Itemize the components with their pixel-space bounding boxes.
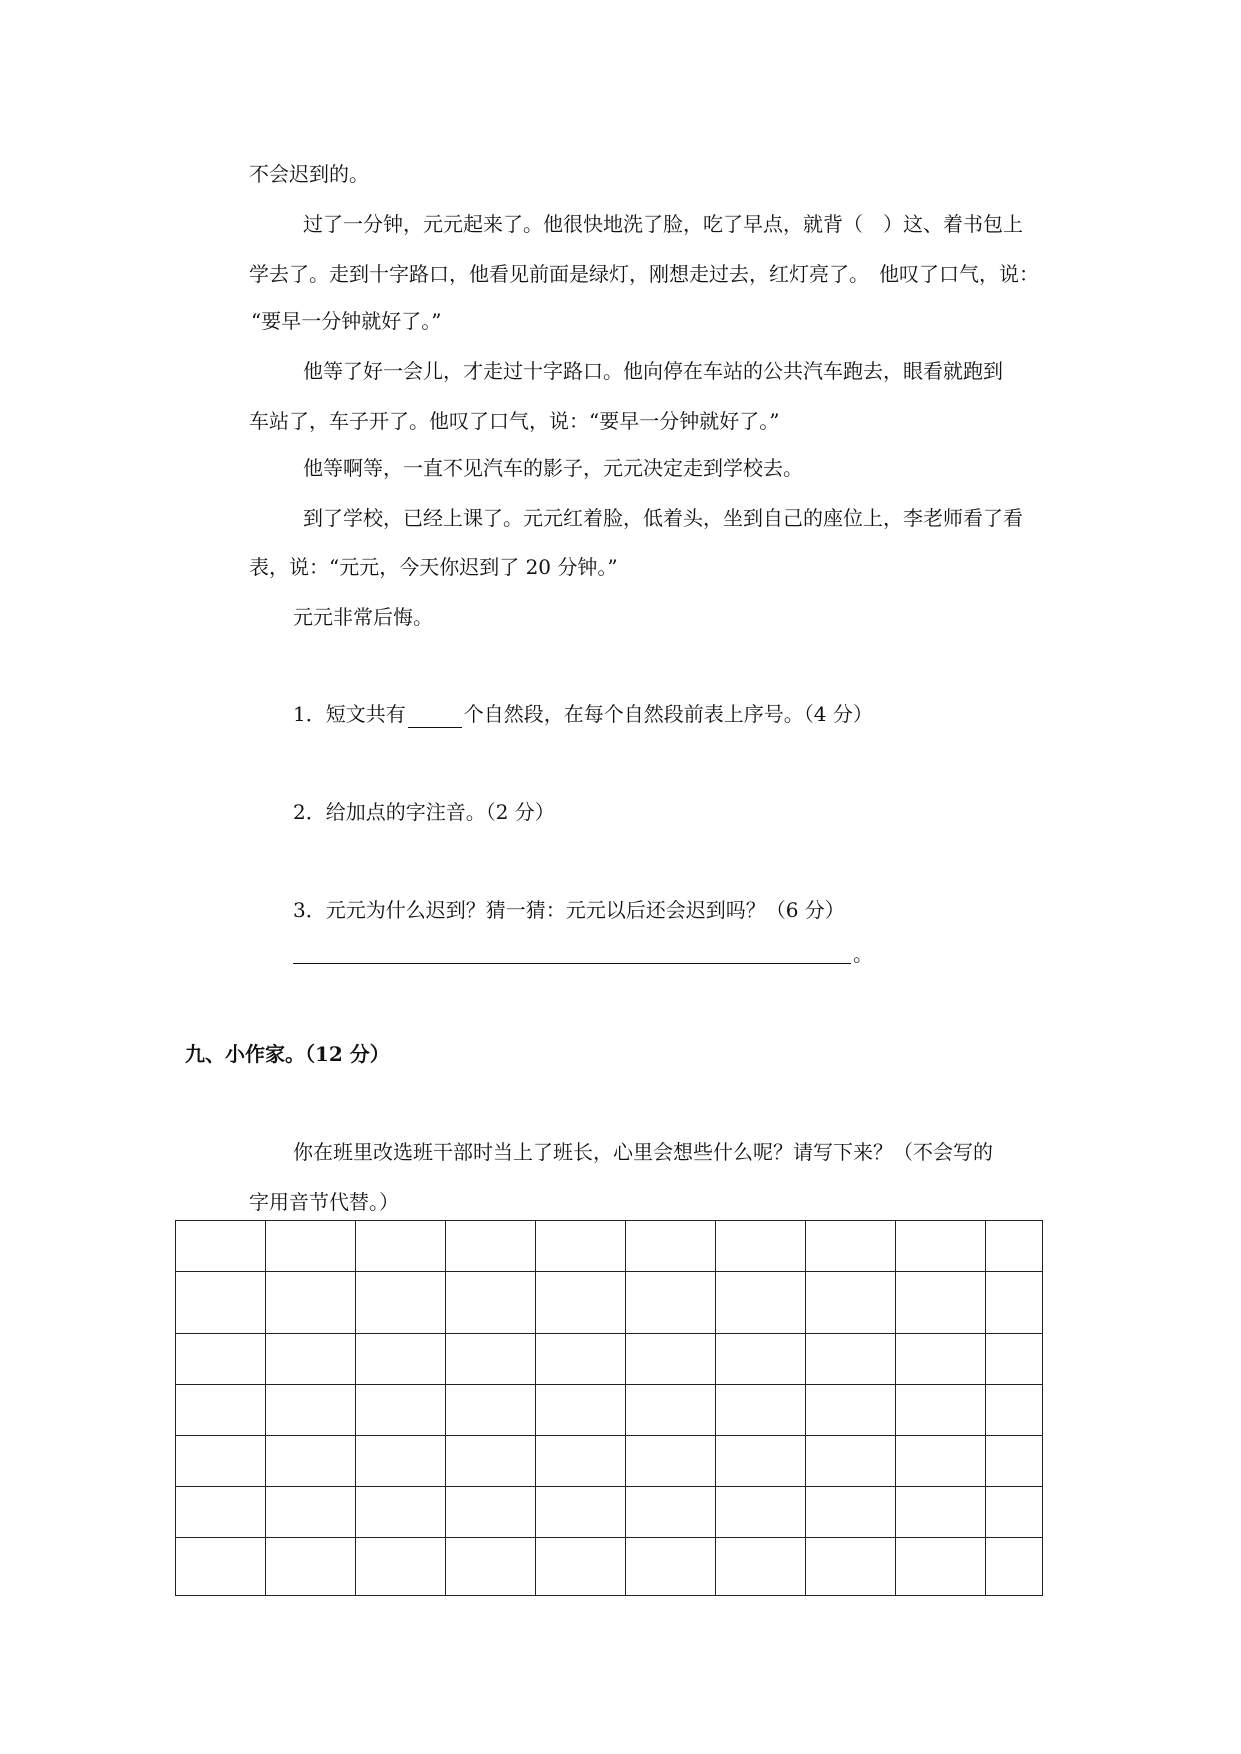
grid-cell[interactable]: [626, 1436, 716, 1487]
grid-cell[interactable]: [266, 1334, 356, 1385]
grid-cell[interactable]: [716, 1221, 806, 1272]
passage-line: 过了一分钟，元元起来了。他很快地洗了脸，吃了早点，就背（ ）这、着书包上: [303, 212, 1023, 236]
grid-cell[interactable]: [986, 1487, 1043, 1538]
grid-cell[interactable]: [536, 1385, 626, 1436]
grid-cell[interactable]: [986, 1334, 1043, 1385]
grid-cell[interactable]: [806, 1538, 896, 1596]
grid-cell[interactable]: [896, 1487, 986, 1538]
grid-cell[interactable]: [176, 1487, 266, 1538]
grid-row: [176, 1385, 1043, 1436]
grid-cell[interactable]: [986, 1385, 1043, 1436]
question-3-answer-line[interactable]: [293, 963, 851, 964]
grid-cell[interactable]: [896, 1334, 986, 1385]
paragraph-count-blank[interactable]: [408, 705, 462, 728]
grid-cell[interactable]: [806, 1385, 896, 1436]
passage-line: 他等了好一会儿，才走过十字路口。他向停在车站的公共汽车跑去，眼看就跑到: [303, 359, 1003, 383]
grid-cell[interactable]: [986, 1272, 1043, 1334]
grid-cell[interactable]: [356, 1436, 446, 1487]
grid-cell[interactable]: [806, 1272, 896, 1334]
grid-cell[interactable]: [356, 1487, 446, 1538]
grid-cell[interactable]: [986, 1538, 1043, 1596]
grid-cell[interactable]: [896, 1272, 986, 1334]
grid-cell[interactable]: [626, 1334, 716, 1385]
grid-cell[interactable]: [716, 1385, 806, 1436]
grid-cell[interactable]: [446, 1487, 536, 1538]
grid-cell[interactable]: [626, 1385, 716, 1436]
grid-cell[interactable]: [626, 1487, 716, 1538]
grid-row: [176, 1334, 1043, 1385]
question-1-prefix: 1．短文共有: [293, 702, 406, 726]
section-9-heading: 九、小作家。（12 分）: [185, 1042, 390, 1066]
grid-cell[interactable]: [176, 1221, 266, 1272]
grid-cell[interactable]: [446, 1334, 536, 1385]
grid-cell[interactable]: [716, 1334, 806, 1385]
passage-line: 到了学校，已经上课了。元元红着脸，低着头，坐到自己的座位上，李老师看了看: [303, 506, 1023, 530]
grid-cell[interactable]: [266, 1487, 356, 1538]
grid-cell[interactable]: [716, 1487, 806, 1538]
grid-cell[interactable]: [266, 1221, 356, 1272]
grid-cell[interactable]: [356, 1385, 446, 1436]
grid-cell[interactable]: [896, 1221, 986, 1272]
grid-cell[interactable]: [536, 1487, 626, 1538]
grid-cell[interactable]: [446, 1272, 536, 1334]
grid-cell[interactable]: [266, 1538, 356, 1596]
passage-line: 不会迟到的。: [249, 162, 369, 186]
passage-line: “要早一分钟就好了。”: [251, 309, 442, 333]
grid-cell[interactable]: [356, 1334, 446, 1385]
grid-cell[interactable]: [536, 1334, 626, 1385]
grid-cell[interactable]: [176, 1334, 266, 1385]
grid-cell[interactable]: [536, 1272, 626, 1334]
grid-cell[interactable]: [806, 1436, 896, 1487]
grid-cell[interactable]: [536, 1436, 626, 1487]
question-3: 3．元元为什么迟到？猜一猜：元元以后还会迟到吗？（6 分）: [293, 898, 845, 922]
grid-cell[interactable]: [896, 1538, 986, 1596]
question-1: [293, 700, 873, 728]
grid-cell[interactable]: [536, 1221, 626, 1272]
grid-cell[interactable]: [446, 1538, 536, 1596]
grid-cell[interactable]: [626, 1538, 716, 1596]
writing-prompt-line-2: 字用音节代替。）: [249, 1190, 399, 1214]
grid-cell[interactable]: [626, 1221, 716, 1272]
grid-cell[interactable]: [806, 1221, 896, 1272]
writing-grid[interactable]: [175, 1220, 1043, 1596]
grid-row: [176, 1221, 1043, 1272]
question-1-suffix: 个自然段，在每个自然段前表上序号。（4 分）: [463, 702, 873, 726]
grid-cell[interactable]: [716, 1272, 806, 1334]
grid-cell[interactable]: [356, 1538, 446, 1596]
grid-cell[interactable]: [176, 1385, 266, 1436]
grid-row: [176, 1436, 1043, 1487]
grid-cell[interactable]: [266, 1385, 356, 1436]
grid-cell[interactable]: [266, 1436, 356, 1487]
grid-cell[interactable]: [446, 1385, 536, 1436]
grid-cell[interactable]: [806, 1334, 896, 1385]
grid-cell[interactable]: [986, 1436, 1043, 1487]
grid-cell[interactable]: [356, 1272, 446, 1334]
passage-line: 他等啊等，一直不见汽车的影子，元元决定走到学校去。: [303, 456, 803, 480]
grid-cell[interactable]: [446, 1436, 536, 1487]
grid-cell[interactable]: [626, 1272, 716, 1334]
grid-cell[interactable]: [446, 1221, 536, 1272]
grid-cell[interactable]: [896, 1436, 986, 1487]
passage-line: 学去了。走到十字路口，他看见前面是绿灯，刚想走过去，红灯亮了。 他叹了口气，说：: [249, 262, 1039, 286]
passage-line: 表，说：“元元，今天你迟到了 20 分钟。”: [249, 555, 618, 579]
grid-cell[interactable]: [176, 1436, 266, 1487]
grid-cell[interactable]: [806, 1487, 896, 1538]
grid-cell[interactable]: [716, 1538, 806, 1596]
grid-cell[interactable]: [266, 1272, 356, 1334]
grid-cell[interactable]: [176, 1538, 266, 1596]
question-2: 2．给加点的字注音。（2 分）: [293, 800, 555, 824]
grid-cell[interactable]: [986, 1221, 1043, 1272]
grid-cell[interactable]: [176, 1272, 266, 1334]
grid-row: [176, 1487, 1043, 1538]
grid-cell[interactable]: [896, 1385, 986, 1436]
passage-line: 元元非常后悔。: [293, 605, 433, 629]
passage-line: 车站了，车子开了。他叹了口气，说：“要早一分钟就好了。”: [249, 409, 780, 433]
writing-prompt-line-1: 你在班里改选班干部时当上了班长，心里会想些什么呢？请写下来？（不会写的: [293, 1140, 993, 1164]
grid-cell[interactable]: [716, 1436, 806, 1487]
grid-cell[interactable]: [536, 1538, 626, 1596]
question-3-answer-end: 。: [853, 942, 873, 966]
grid-cell[interactable]: [356, 1221, 446, 1272]
grid-row: [176, 1272, 1043, 1334]
grid-row: [176, 1538, 1043, 1596]
